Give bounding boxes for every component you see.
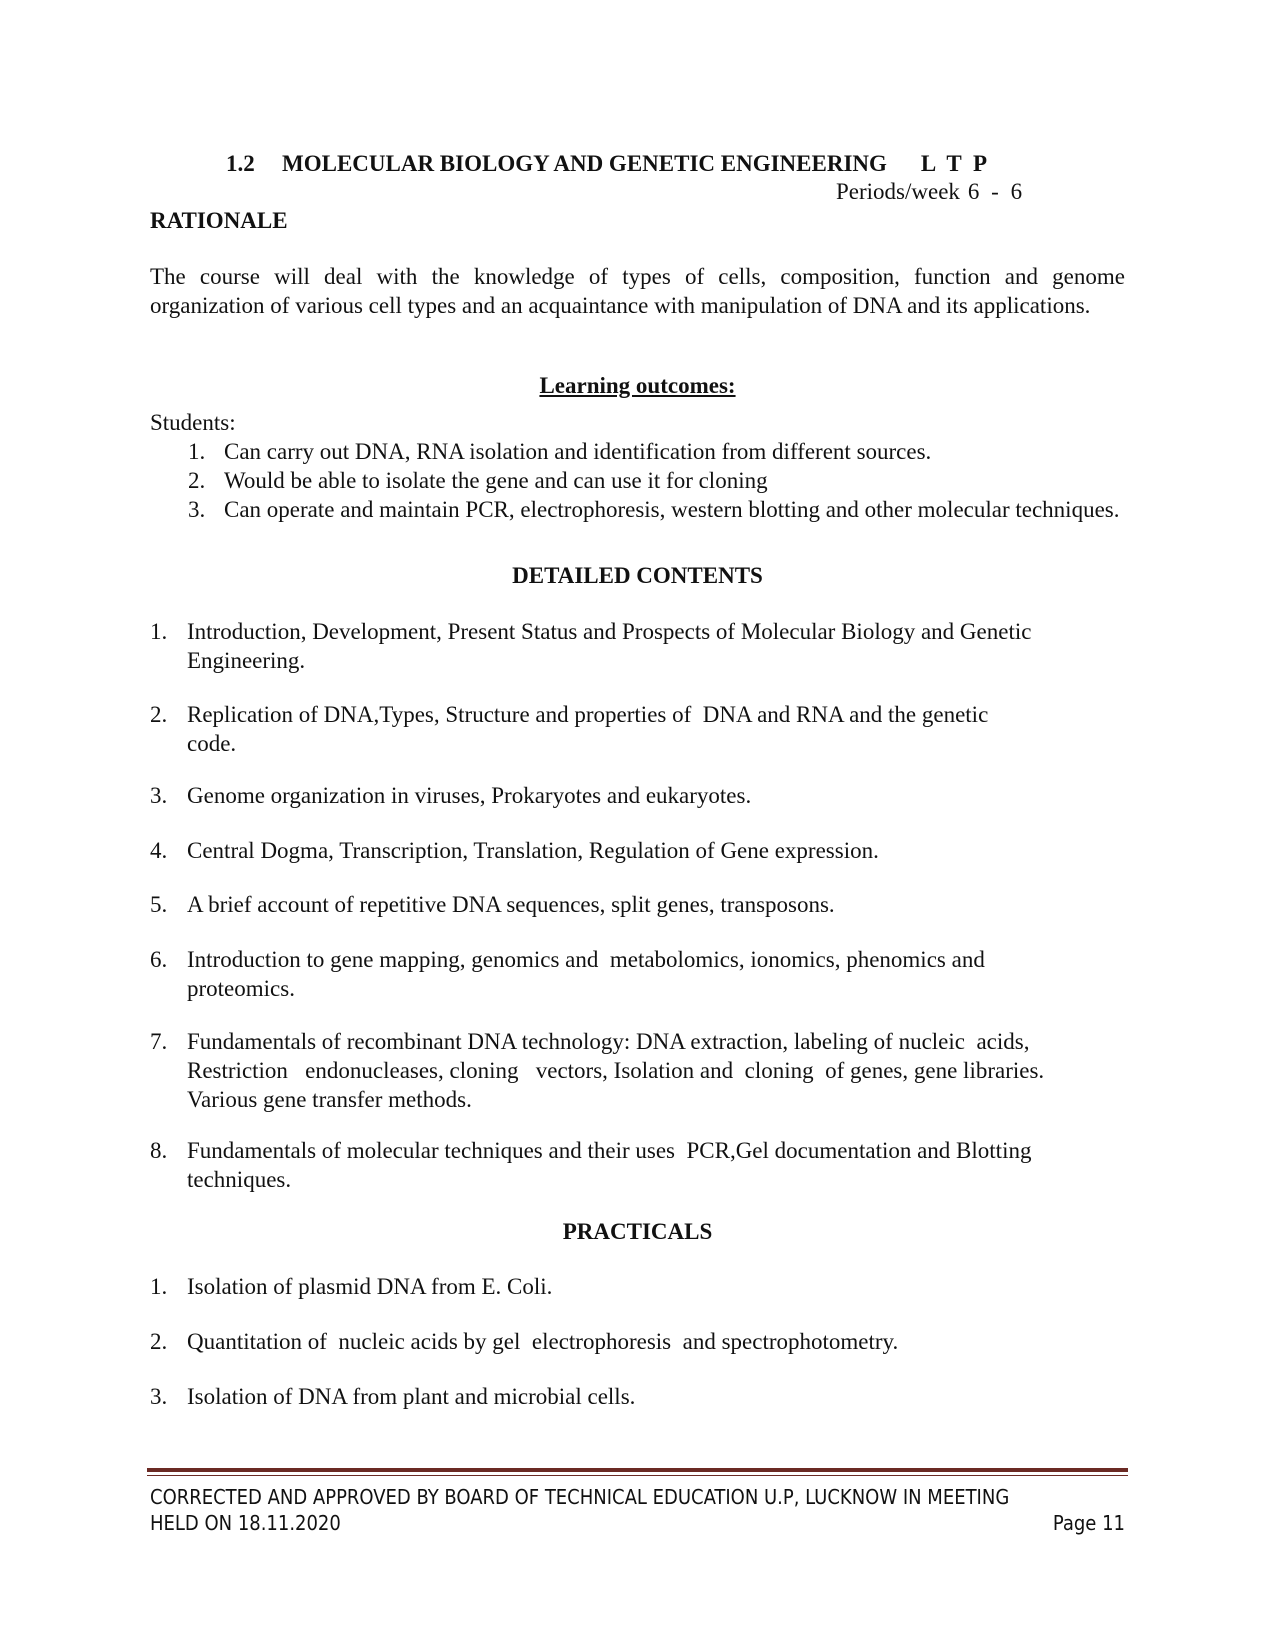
course-title xyxy=(226,150,987,178)
list-item-number: 3. xyxy=(150,1384,168,1409)
periods-label: Periods/week xyxy=(836,179,960,204)
footer-divider xyxy=(147,1468,1128,1472)
course-name: MOLECULAR BIOLOGY AND GENETIC ENGINEERING xyxy=(282,151,887,176)
list-item xyxy=(150,945,1125,1003)
list-item-text: Fundamentals of molecular techniques and their uses PCR,Gel documentation and Blotting techniques. xyxy=(187,1138,1038,1192)
course-number: 1.2 xyxy=(226,151,255,176)
list-item-number: 8. xyxy=(150,1138,168,1163)
footer-second-line xyxy=(150,1510,1125,1536)
footer-approval-line: CORRECTED AND APPROVED BY BOARD OF TECHNICAL EDUCATION U.P, LUCKNOW IN MEETING xyxy=(150,1485,1010,1509)
list-item-number: 1. xyxy=(188,439,206,464)
list-item xyxy=(188,466,1125,495)
list-item-text: Isolation of DNA from plant and microbial cells. xyxy=(187,1384,636,1409)
footer-meeting-date: HELD ON 18.11.2020 xyxy=(150,1511,341,1535)
rationale-heading: RATIONALE xyxy=(150,208,288,233)
rationale-text: The course will deal with the knowledge of types of cells, composition, function and genome organization of various cell types and an acquaintance with manipulation of DNA and its applications. xyxy=(150,264,1125,318)
list-item xyxy=(150,1272,1125,1301)
list-item-text: Quantitation of nucleic acids by gel electrophoresis and spectrophotometry. xyxy=(187,1329,899,1354)
list-item-number: 4. xyxy=(150,838,168,863)
list-item-text: Replication of DNA,Types, Structure and properties of DNA and RNA and the genetic code. xyxy=(187,702,995,756)
periods-per-week xyxy=(836,178,1022,206)
page-number: Page 11 xyxy=(1052,1511,1125,1535)
list-item-text: A brief account of repetitive DNA sequences, split genes, transposons. xyxy=(187,892,835,917)
list-item-text: Isolation of plasmid DNA from E. Coli. xyxy=(187,1274,553,1299)
list-item-number: 2. xyxy=(188,468,206,493)
list-item xyxy=(150,700,1125,758)
list-item xyxy=(150,1136,1125,1194)
footer-divider-thin xyxy=(147,1475,1128,1476)
list-item-text: Genome organization in viruses, Prokaryotes and eukaryotes. xyxy=(187,783,752,808)
ltp-label: L T P xyxy=(920,151,988,176)
periods-value: 6 - 6 xyxy=(967,179,1023,204)
list-item-number: 7. xyxy=(150,1029,168,1054)
list-item-number: 6. xyxy=(150,947,168,972)
list-item xyxy=(150,836,1125,865)
list-item-number: 1. xyxy=(150,619,168,644)
list-item-text: Introduction to gene mapping, genomics and metabolomics, ionomics, phenomics and proteomics. xyxy=(187,947,991,1001)
list-item xyxy=(150,890,1125,919)
list-item-number: 5. xyxy=(150,892,168,917)
list-item xyxy=(150,617,1125,675)
list-item xyxy=(150,1027,1125,1114)
learning-outcomes-list xyxy=(188,437,1125,524)
list-item-number: 1. xyxy=(150,1274,168,1299)
list-item-text: Fundamentals of recombinant DNA technology: DNA extraction, labeling of nucleic acids, Restriction endonucleases, cloning vectors, Isolation and cloning of genes, gene libraries. Various gene transfer methods. xyxy=(187,1029,1050,1112)
list-item-text: Can carry out DNA, RNA isolation and identification from different sources. xyxy=(224,439,932,464)
list-item-text: Can operate and maintain PCR, electrophoresis, western blotting and other molecular techniques. xyxy=(224,497,1120,522)
students-label: Students: xyxy=(150,410,236,435)
list-item xyxy=(150,1382,1125,1411)
list-item-text: Introduction, Development, Present Status and Prospects of Molecular Biology and Genetic Engineering. xyxy=(187,619,1038,673)
detailed-contents-heading: DETAILED CONTENTS xyxy=(512,563,763,588)
list-item-text: Would be able to isolate the gene and can use it for cloning xyxy=(224,468,768,493)
list-item-number: 2. xyxy=(150,702,168,727)
learning-outcomes-heading: Learning outcomes: xyxy=(539,373,736,398)
page-footer xyxy=(150,1484,1125,1536)
list-item-number: 3. xyxy=(150,783,168,808)
practicals-heading: PRACTICALS xyxy=(562,1219,713,1244)
list-item-text: Central Dogma, Transcription, Translation, Regulation of Gene expression. xyxy=(187,838,879,863)
list-item xyxy=(188,437,1125,466)
list-item xyxy=(150,781,1125,810)
list-item-number: 2. xyxy=(150,1329,168,1354)
list-item xyxy=(188,495,1125,524)
document-page xyxy=(150,0,1125,1651)
list-item-number: 3. xyxy=(188,497,206,522)
list-item xyxy=(150,1327,1125,1356)
